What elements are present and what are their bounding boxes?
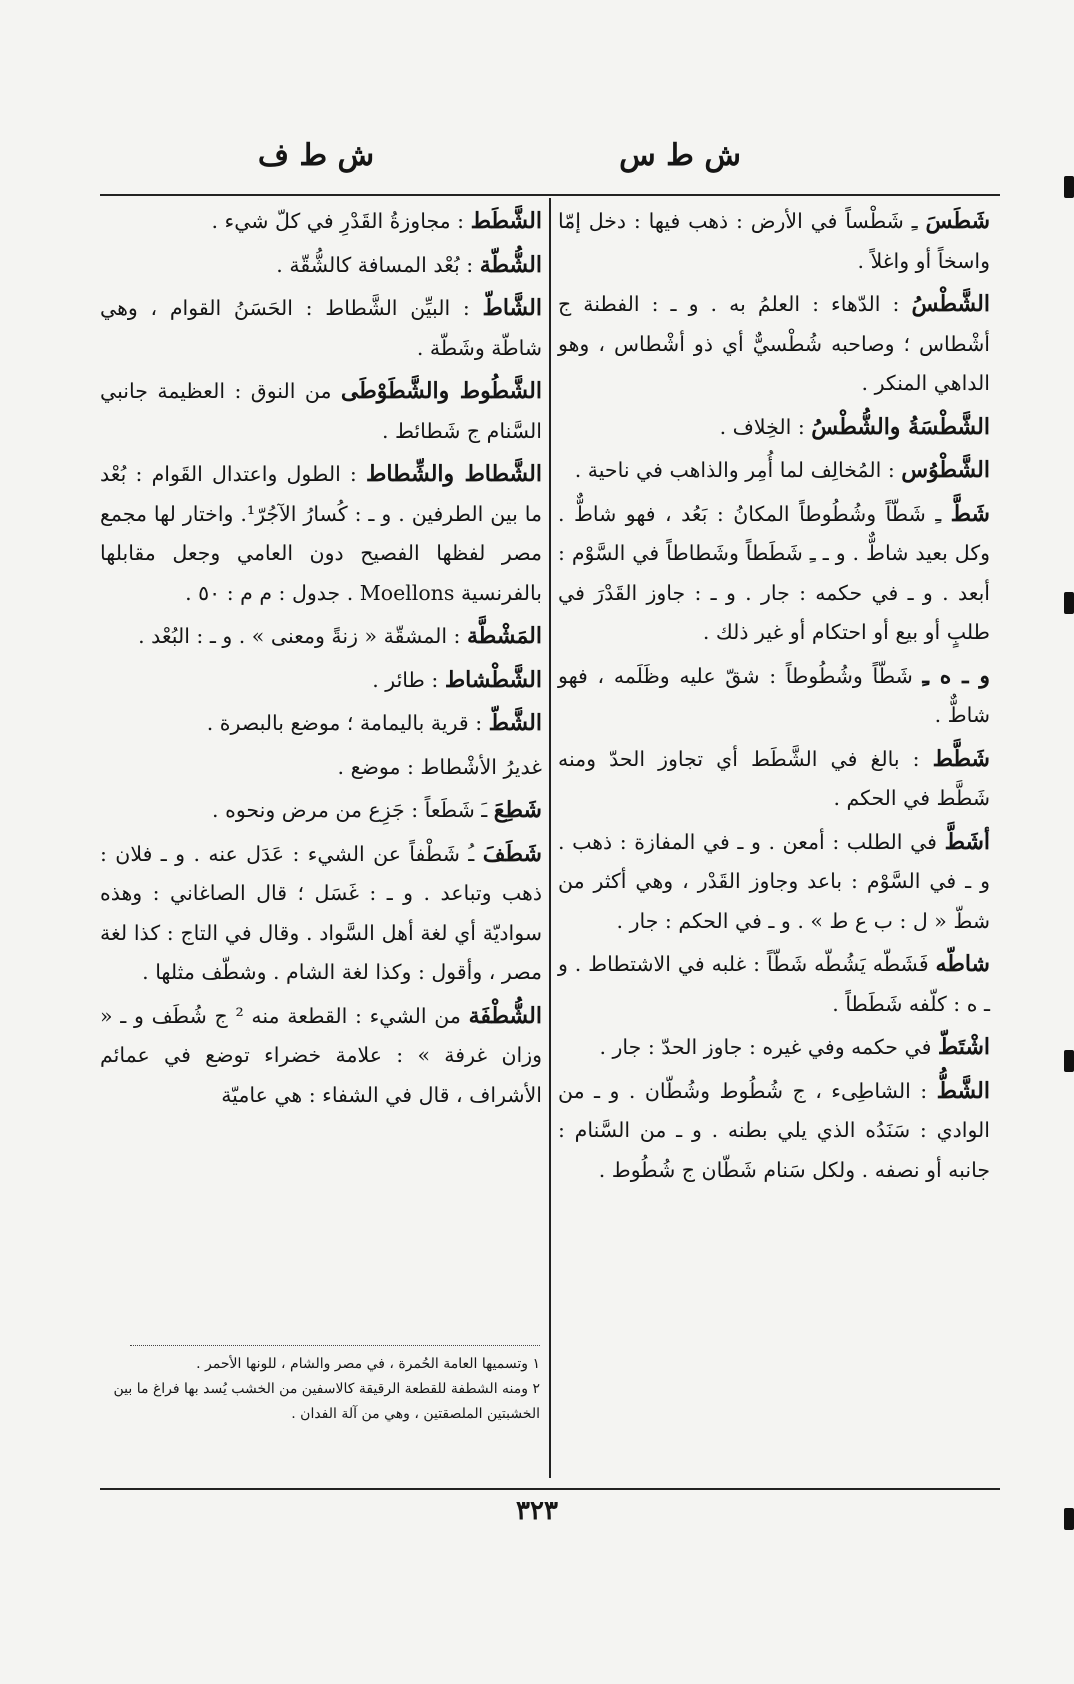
right-column [558, 202, 990, 1194]
entry-term: المَشْطَّة [466, 623, 542, 649]
entry-term: الشَّطْشاط [444, 666, 542, 693]
entry-term: شَطَّط [932, 745, 990, 772]
dictionary-entry [558, 495, 990, 653]
entry-text: : مجاوزةُ القَدْرِ في كلّ شيء . [211, 209, 465, 233]
entry-term: الشَّاطّ [482, 295, 542, 321]
entry-term: الشَّطُّ [936, 1077, 990, 1104]
entry-term: الشَّطّ [488, 710, 542, 736]
footnotes [110, 1352, 540, 1427]
dictionary-entry [558, 945, 990, 1024]
footnote-separator [130, 1345, 540, 1346]
dictionary-entry [558, 451, 990, 491]
entry-text: من الشيء : القطعة منه ² ج شُطَف و ـ « وزان غرفة » : علامة خضراء توضع في عمائم الأشراف ، قال في الشفاء : هي عاميّة [100, 1003, 542, 1107]
dictionary-entry [558, 202, 990, 281]
entry-text: في الطلب : أمعن . و ـ في المفازة : ذهب . و ـ في السَّوْم : باعد وجاوز القَدْر ، وهي أكثر من شطّ « ل : ب ع ط » . و ـ في الحكم : جار . [558, 829, 990, 933]
dictionary-entry [558, 823, 990, 942]
entry-text: في حكمه وفي غيره : جاوز الحدّ : جار . [599, 1035, 932, 1059]
page-number: ٣٢٣ [516, 1496, 558, 1526]
dictionary-entry [100, 791, 542, 831]
top-rule [100, 194, 1000, 196]
entry-text: : البيِّن الشَّطاط : الحَسَنُ القوام ، وهي شاطّة وشَطّة . [100, 296, 542, 360]
right-column-heading: ش ط س [619, 138, 741, 173]
dictionary-entry [100, 617, 542, 657]
entry-text: ـِ شَطّاً وشُطُوطاً المكانُ : بَعُد ، فهو شاطٌّ . وكل بعيد شاطٌّ . و ـ ـِ شَطَطاً وشَطاطاً في السَّوْم : أبعد . و ـ في حكمه : جار . و ـ : جاوز القَدْرَ في طلبٍ أو بيع أو احتكام أو غير ذلك . [558, 501, 990, 644]
entry-term: الشَّطَط [470, 208, 542, 234]
dictionary-entry [558, 408, 990, 448]
edge-mark [1064, 1050, 1074, 1072]
entry-text: : المُخالِف لما أُمِر والذاهب في ناحية . [574, 458, 895, 482]
entry-term: الشَّطْسَةُ والشُّطْسُ [811, 413, 990, 440]
footnote: ٢ ومنه الشطفة للقطعة الرقيقة كالاسفين من الخشب يُسد بها فراغ ما بين الخشبتين الملصقتين ، وهي من آلة الفدان . [113, 1381, 540, 1422]
bottom-rule [100, 1488, 1000, 1490]
dictionary-entry [100, 835, 542, 993]
entry-text: : الشاطِىء ، ج شُطُوط وشُطّان . و ـ من الوادي : سَنَدُه الذي يلي بطنه . و ـ من السَّنام : جانبه أو نصفه . ولكل سَنام شَطّان ج شُطُوط . [558, 1078, 990, 1182]
entry-term: الشَّطُوط والشَّطَوْطَى [340, 378, 542, 404]
entry-text: : الدّهاء : العلمُ به . و ـ : الفطنة ج أشْطاس ؛ وصاحبه شُطْسيٌّ أي ذو أشْطاس ، وهو الداهي المنكر . [558, 292, 990, 395]
footnote: ١ وتسميها العامة الحُمرة ، في مصر والشام ، للونها الأحمر . [196, 1356, 540, 1372]
entry-text: : الطول واعتدال القَوام : بُعْد ما بين الطرفين . و ـ : كُسارُ الآجُرّ¹. واختار لها مجمع مصر لفظها الفصيح دون العامي وجعل مقابلها بالفرنسية Moellons . جدول : م م : ٥٠ . [100, 462, 542, 605]
entry-term: الشَّطاط والشِّطاط [366, 461, 542, 487]
entry-text: من النوق : العظيمة جانبي السَّنام ج شَطائط . [100, 379, 542, 443]
entry-text: غديرُ الأشْطاط : موضع . [337, 754, 542, 779]
entry-term: الشُّطّة [479, 251, 542, 278]
entry-text: : المشقّة « زنةً ومعنى » . و ـ : البُعْد . [138, 624, 461, 648]
left-column-heading: ش ط ف [257, 138, 375, 173]
edge-mark [1064, 176, 1074, 198]
dictionary-entry [100, 372, 542, 451]
dictionary-entry [558, 285, 990, 404]
entry-term: الشَّطْوُس [901, 457, 990, 483]
entry-term: شَطَسَ [925, 208, 990, 234]
entry-term: شَطَفَ [482, 840, 542, 867]
entry-text: ـِ شَطْساً في الأرض : ذهب فيها : دخل إمّا واسخاً أو واغلاً . [558, 209, 990, 273]
edge-mark [1064, 1508, 1074, 1530]
dictionary-entry [558, 1028, 990, 1068]
edge-mark [1064, 592, 1074, 614]
dictionary-entry [100, 661, 542, 701]
dictionary-entry [100, 246, 542, 286]
entry-term: و ـ ه ـِ [922, 662, 990, 689]
dictionary-entry [100, 704, 542, 744]
entry-term: أشَطَّ [944, 828, 990, 855]
dictionary-entry [100, 997, 542, 1116]
entry-term: شاطّه [935, 951, 990, 977]
entry-text: : الخِلاف . [719, 414, 805, 439]
entry-term: شَطِعَ [493, 797, 542, 823]
entry-term: الشُّطْفَة [468, 1002, 542, 1029]
entry-text: ـُ شَطْفاً عن الشيء : عَدَل عنه . و ـ فلان : ذهب وتباعد . و ـ : غَسَل ؛ قال الصاغاني : وهذه سواديّة أي لغة أهل السَّواد . وقال في التاج : كذا لغة مصر ، وأقول : وكذا لغة الشام . وشطّف مثلها . [100, 841, 542, 984]
entry-text: شَطّاً وشُطُوطاً : شقّ عليه وظَلَمه ، فهو شاطٌّ . [558, 663, 990, 727]
entry-term: اشْتَطّ [937, 1034, 990, 1060]
dictionary-entry [100, 455, 542, 613]
dictionary-entry [100, 748, 542, 788]
entry-text: ـَ شَطَعاً : جَزِع من مرض ونحوه . [212, 798, 488, 822]
dictionary-entry [558, 657, 990, 736]
entry-text: فَشَطّه يَشُطّه شَطّاً : غلبه في الاشتطاط . و ـ ه : كلّفه شَطَطاً . [558, 952, 990, 1016]
entry-text: : بُعْد المسافة كالشُّقّة . [276, 252, 474, 277]
column-divider [549, 198, 551, 1478]
dictionary-entry [100, 289, 542, 368]
entry-text: : بالغ في الشَّطَط أي تجاوز الحدّ ومنه شَطَّط في الحكم . [558, 746, 990, 810]
dictionary-entry [558, 740, 990, 819]
entry-term: الشَّطْسُ [911, 291, 990, 317]
entry-text: : طائر . [372, 667, 439, 692]
entry-term: شَطَّ [950, 500, 990, 527]
dictionary-entry [558, 1072, 990, 1191]
dictionary-entry [100, 202, 542, 242]
entry-text: : قرية باليمامة ؛ موضع بالبصرة . [206, 711, 483, 735]
left-column [100, 202, 542, 1119]
